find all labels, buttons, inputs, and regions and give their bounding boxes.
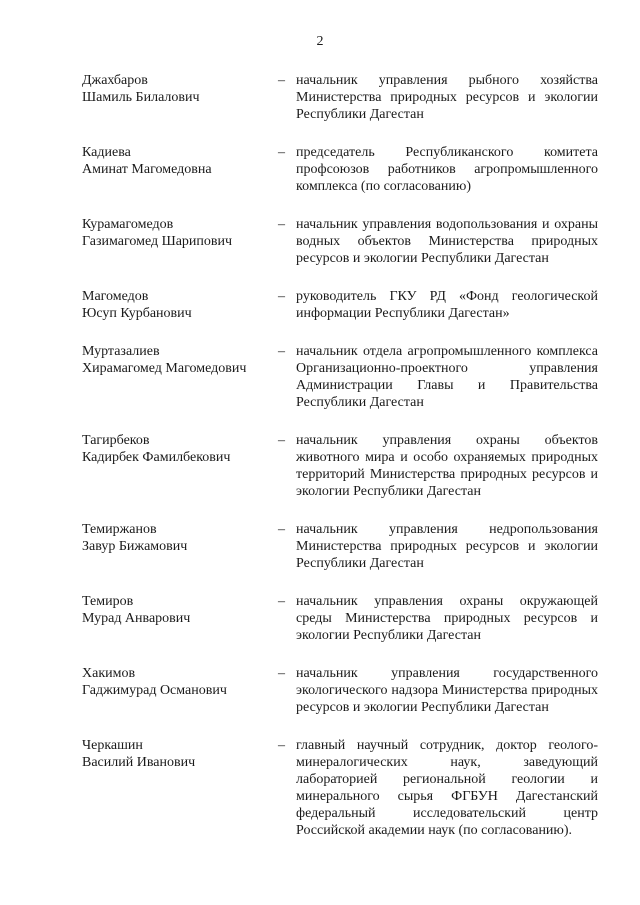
member-name [82,432,278,466]
member-position: руководитель ГКУ РД «Фонд геологической информации Республики Дагестан» [296,289,598,321]
dash-separator: – [278,145,285,160]
dash-separator: – [278,433,285,448]
member-position: главный научный сотрудник, доктор геолого-минералогических наук, заведующий лабораторией региональной геологии и минерального сырья ФГБУН Дагестанский федеральный исследовательский центр Российской академии наук (по согласованию). [296,738,598,838]
member-given-name: Завур Бижамович [82,539,188,554]
member-list [82,72,602,839]
member-given-name: Аминат Магомедовна [82,162,212,177]
list-item [82,343,602,411]
member-position: начальник управления государственного экологического надзора Министерства природных ресурсов и экологии Республики Дагестан [296,666,598,715]
member-name [82,216,278,250]
member-name [82,72,278,106]
list-item [82,144,602,195]
member-surname: Джахбаров [82,73,148,88]
member-surname: Магомедов [82,289,149,304]
member-position: начальник управления охраны окружающей среды Министерства природных ресурсов и экологии Республики Дагестан [296,594,598,643]
list-item [82,737,602,839]
member-surname: Хакимов [82,666,136,681]
member-position: начальник управления рыбного хозяйства Министерства природных ресурсов и экологии Республики Дагестан [296,73,598,122]
dash-separator: – [278,666,285,681]
member-name [82,593,278,627]
member-given-name: Кадирбек Фамилбекович [82,450,231,465]
list-item [82,521,602,572]
member-given-name: Газимагомед Шарипович [82,234,233,249]
member-position: начальник управления недропользования Министерства природных ресурсов и экологии Республики Дагестан [296,522,598,571]
dash-separator: – [278,594,285,609]
member-name [82,521,278,555]
member-name [82,343,278,377]
dash-separator: – [278,73,285,88]
member-surname: Курамагомедов [82,217,174,232]
member-name [82,665,278,699]
dash-separator: – [278,289,285,304]
member-name [82,288,278,322]
member-position: начальник управления водопользования и охраны водных объектов Министерства природных ресурсов и экологии Республики Дагестан [296,217,598,266]
member-surname: Черкашин [82,738,143,753]
list-item [82,288,602,322]
list-item [82,432,602,500]
member-name [82,144,278,178]
member-surname: Темиров [82,594,134,609]
member-given-name: Василий Иванович [82,755,196,770]
dash-separator: – [278,738,285,753]
list-item [82,593,602,644]
list-item [82,72,602,123]
list-item [82,216,602,267]
page-number: 2 [316,34,324,49]
member-given-name: Хирамагомед Магомедович [82,361,247,376]
member-given-name: Гаджимурад Османович [82,683,227,698]
dash-separator: – [278,344,285,359]
member-name [82,737,278,771]
member-surname: Кадиева [82,145,131,160]
member-surname: Темиржанов [82,522,157,537]
member-given-name: Мурад Анварович [82,611,191,626]
member-given-name: Шамиль Билалович [82,90,200,105]
dash-separator: – [278,522,285,537]
dash-separator: – [278,217,285,232]
member-surname: Муртазалиев [82,344,160,359]
member-surname: Тагирбеков [82,433,150,448]
member-position: начальник отдела агропромышленного комплекса Организационно-проектного управления Администрации Главы и Правительства Республики Дагестан [296,344,598,410]
member-given-name: Юсуп Курбанович [82,306,192,321]
member-position: начальник управления охраны объектов животного мира и особо охраняемых природных территорий Министерства природных ресурсов и экологии Республики Дагестан [296,433,598,499]
member-position: председатель Республиканского комитета профсоюзов работников агропромышленного комплекса (по согласованию) [296,145,598,194]
list-item [82,665,602,716]
